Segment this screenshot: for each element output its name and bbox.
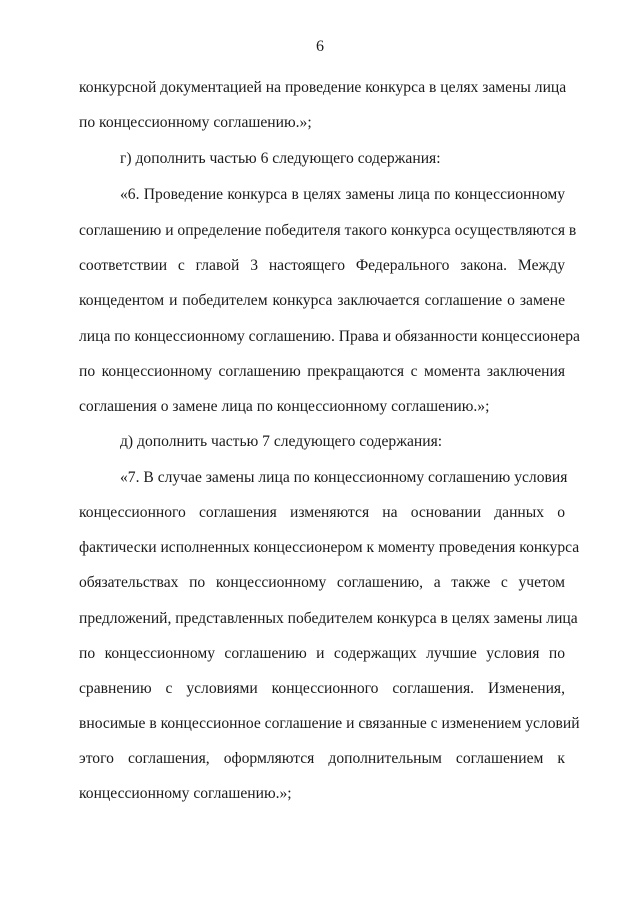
text-line: вносимые в концессионное соглашение и связанные с изменением условий bbox=[79, 715, 580, 732]
text-line: концессионному соглашению.»; bbox=[79, 785, 292, 802]
text-line: предложений, представленных победителем конкурса в целях замены лица bbox=[79, 610, 578, 627]
page-number: 6 bbox=[316, 38, 324, 55]
text-line: по концессионному соглашению прекращаются с момента заключения bbox=[79, 363, 565, 380]
text-line: соглашения о замене лица по концессионному соглашению.»; bbox=[79, 398, 490, 415]
text-line: «7. В случае замены лица по концессионному соглашению условия bbox=[120, 469, 568, 486]
text-line: сравнению с условиями концессионного соглашения. Изменения, bbox=[79, 680, 565, 697]
text-line: конкурсной документацией на проведение конкурса в целях замены лица bbox=[79, 79, 567, 96]
text-line: соглашению и определение победителя такого конкурса осуществляются в bbox=[79, 222, 577, 239]
text-line: «6. Проведение конкурса в целях замены лица по концессионному bbox=[120, 186, 565, 203]
text-line: этого соглашения, оформляются дополнительным соглашением к bbox=[79, 750, 565, 767]
text-line: г) дополнить частью 6 следующего содержания: bbox=[120, 150, 441, 167]
text-line: по концессионному соглашению.»; bbox=[79, 114, 312, 131]
text-line: концессионного соглашения изменяются на основании данных о bbox=[79, 504, 565, 521]
text-line: концедентом и победителем конкурса заключается соглашение о замене bbox=[79, 292, 565, 309]
text-line: обязательствах по концессионному соглашению, а также с учетом bbox=[79, 574, 565, 591]
text-line: фактически исполненных концессионером к моменту проведения конкурса bbox=[79, 539, 580, 556]
text-line: лица по концессионному соглашению. Права и обязанности концессионера bbox=[79, 328, 580, 345]
text-line: соответствии с главой 3 настоящего Федерального закона. Между bbox=[79, 257, 565, 274]
text-line: д) дополнить частью 7 следующего содержания: bbox=[120, 433, 443, 450]
text-line: по концессионному соглашению и содержащих лучшие условия по bbox=[79, 645, 565, 662]
